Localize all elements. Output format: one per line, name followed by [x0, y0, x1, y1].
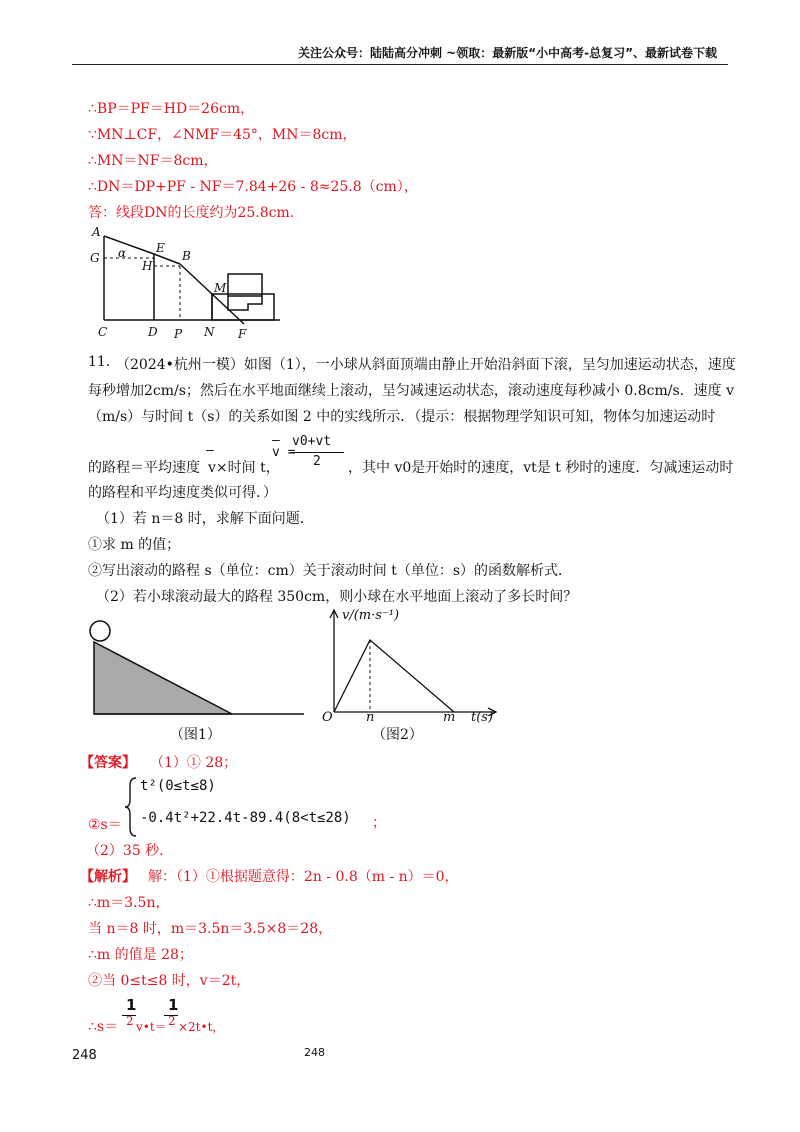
solution-line: ∴BP＝PF＝HD＝26cm，	[88, 101, 255, 117]
label-C: C	[98, 325, 108, 339]
label-M: M	[214, 281, 227, 295]
geometry-figure	[88, 224, 288, 344]
solution-line: ∵MN⊥CF，∠NMF＝45°，MN＝8cm，	[88, 127, 357, 143]
analysis-tag: 【解析】	[80, 869, 136, 885]
piece-1: t²(0≤t≤8)	[140, 778, 216, 794]
label-D: D	[148, 325, 158, 339]
label-G: G	[90, 251, 100, 265]
frac2-den: 2	[168, 1014, 176, 1028]
analysis-line: ∴m＝3.5n，	[88, 895, 170, 911]
page-number-left: 248	[72, 1048, 97, 1063]
box-step	[228, 296, 262, 310]
incline-triangle	[94, 642, 232, 714]
question-line: 的路程＝平均速度	[88, 460, 200, 476]
frac1-num: 1	[126, 996, 137, 1014]
solution-line: ∴DN＝DP+PF - NF＝7.84+26 - 8≈25.8（cm），	[88, 179, 418, 195]
frac1-den: 2	[126, 1014, 134, 1028]
origin-label: O	[322, 710, 333, 725]
label-N: N	[204, 325, 215, 339]
analysis-line: ∴s＝	[88, 1019, 119, 1035]
answer-part2: （2）35 秒．	[86, 843, 174, 859]
question-line: v×时间 t，	[208, 460, 280, 476]
tick-m: m	[443, 710, 456, 725]
page-number-center: 248	[304, 1046, 325, 1059]
answer-tag: 【答案】	[80, 755, 136, 771]
formula-numerator: v0+vt	[292, 434, 332, 449]
answer-part1: （1）① 28；	[150, 755, 238, 771]
question-part: ②写出滚动的路程 s（单位：cm）关于滚动时间 t（单位：s）的函数解析式．	[88, 563, 573, 579]
answer-piece-suffix: ；	[372, 815, 386, 831]
question-line: 的路程和平均速度类似可得．）	[88, 485, 277, 501]
formula-fraction-line	[290, 452, 344, 453]
frac2-num: 1	[168, 996, 179, 1014]
y-axis-label: v/(m·s⁻¹)	[342, 608, 400, 623]
question-number: 11.	[88, 354, 111, 370]
question-line: 每秒增加2cm/s；然后在水平地面继续上滚动，呈匀减速运动状态，滚动速度每秒减小 0.8cm/s．速度 v	[88, 383, 735, 399]
label-H: H	[142, 259, 153, 273]
answer-piece-prefix: ②s＝	[88, 817, 122, 833]
formula-lhs: v =	[272, 445, 296, 460]
question-line: （2024•杭州一模）如图（1），一小球从斜面顶端由静止开始沿斜面下滚，呈匀加速运动状态，速度	[116, 357, 736, 373]
label-F: F	[238, 327, 247, 341]
question-line: （m/s）与时间 t（s）的关系如图 2 中的实线所示．（提示：根据物理学知识可知，物体匀加速运动时	[88, 409, 716, 425]
analysis-line: 当 n＝8 时，m＝3.5n＝3.5×8＝28，	[88, 921, 333, 937]
figure2-caption: （图2）	[372, 727, 423, 743]
analysis-line: ×2t•t，	[178, 1020, 225, 1034]
figure-incline	[86, 618, 306, 718]
box-top	[228, 274, 262, 296]
ball	[90, 621, 110, 641]
question-line: ，其中 v0是开始时的速度，vt是 t 秒时的速度．匀减速运动时	[348, 460, 734, 476]
label-B: B	[182, 249, 191, 263]
line-AE	[104, 236, 154, 254]
solution-line: ∴MN＝NF＝8cm，	[88, 153, 218, 169]
header-rule	[72, 64, 728, 65]
analysis-line: ∴m 的值是 28；	[88, 947, 193, 963]
x-axis-label: t(s)	[471, 710, 494, 725]
question-part: （2）若小球滚动最大的路程 350cm，则小球在水平地面上滚动了多长时间？	[96, 589, 578, 605]
label-alpha: α	[118, 246, 127, 260]
label-E: E	[156, 241, 165, 255]
piecewise-brace	[124, 776, 140, 838]
analysis-line: v•t＝	[136, 1020, 167, 1034]
question-part: （1）若 n＝8 时，求解下面问题．	[96, 511, 314, 527]
analysis-line: ②当 0≤t≤8 时，v＝2t，	[88, 973, 251, 989]
page-header: 关注公众号：陆陆高分冲刺 ~领取：最新版“小中高考-总复习”、最新试卷下载	[298, 46, 717, 60]
line-EB	[154, 254, 180, 264]
analysis-line: 解：（1）①根据题意得：2n - 0.8（m - n）＝0，	[148, 869, 459, 885]
question-part: ①求 m 的值；	[88, 537, 181, 553]
formula-denominator: 2	[313, 454, 321, 469]
vbar: ―	[206, 443, 214, 458]
tick-n: n	[366, 710, 375, 725]
velocity-curve	[334, 640, 454, 712]
formula-bar: ―	[272, 433, 280, 448]
figure1-caption: （图1）	[170, 727, 221, 743]
label-P: P	[174, 327, 183, 341]
box-bottom	[212, 294, 274, 320]
label-A: A	[92, 225, 101, 239]
solution-conclusion: 答：线段DN的长度约为25.8cm.	[88, 205, 295, 221]
piece-2: -0.4t²+22.4t-89.4(8<t≤28)	[140, 810, 351, 826]
